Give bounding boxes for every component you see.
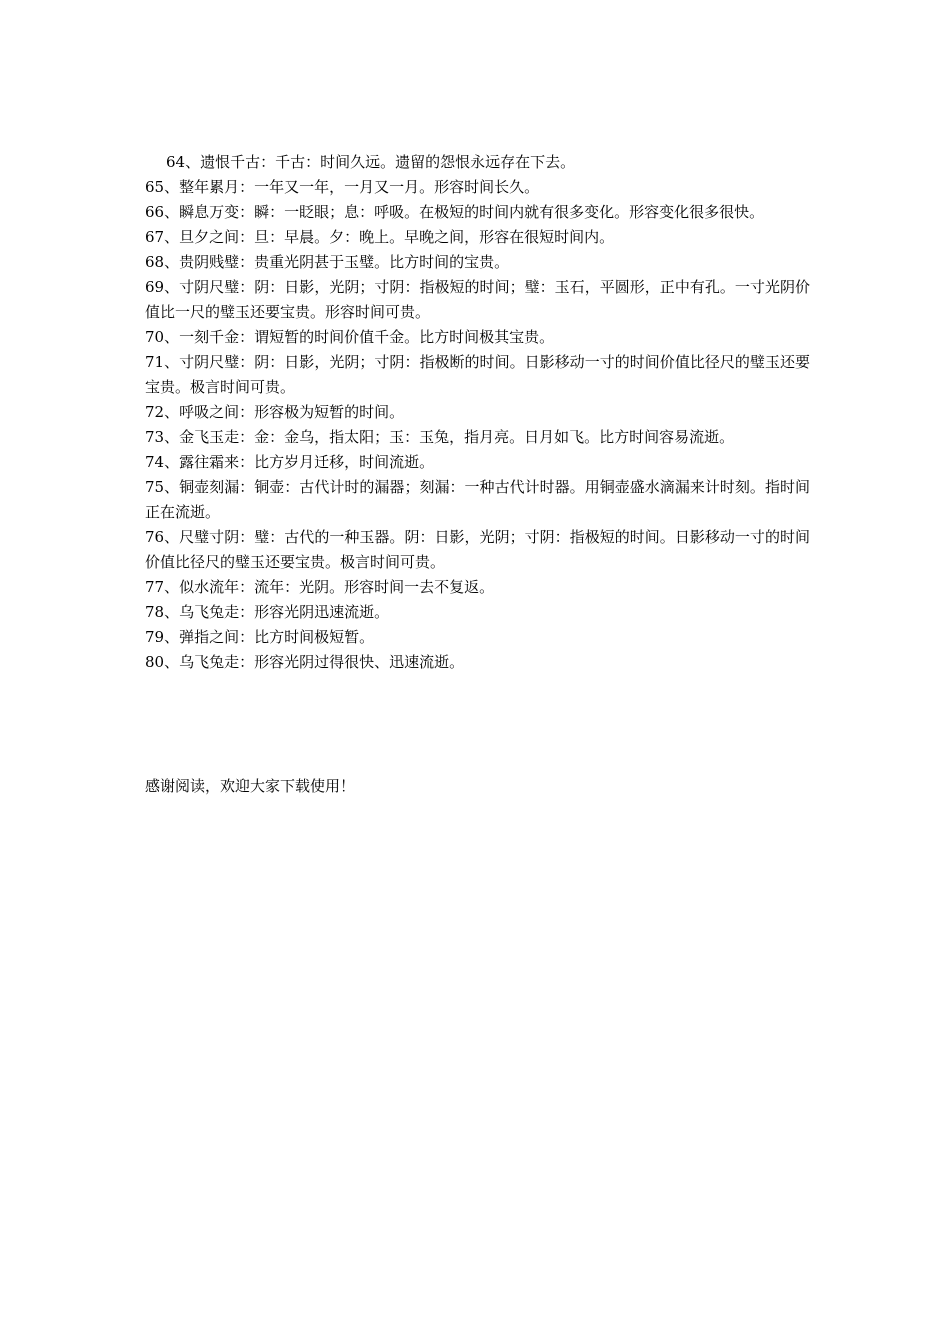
idiom-entry: 69、寸阴尺璧：阴：日影，光阴；寸阴：指极短的时间；璧：玉石，平圆形，正中有孔。一寸光阴价值比一尺的璧玉还要宝贵。形容时间可贵。 <box>145 278 810 321</box>
idiom-list <box>145 150 810 675</box>
idiom-entry: 66、瞬息万变：瞬：一眨眼；息：呼吸。在极短的时间内就有很多变化。形容变化很多很快。 <box>145 203 765 221</box>
idiom-entry: 65、整年累月：一年又一年，一月又一月。形容时间长久。 <box>145 178 540 196</box>
idiom-entry: 80、乌飞兔走：形容光阴过得很快、迅速流逝。 <box>145 653 465 671</box>
closing-note: 感谢阅读，欢迎大家下载使用！ <box>145 777 356 795</box>
idiom-entry: 70、一刻千金：谓短暂的时间价值千金。比方时间极其宝贵。 <box>145 328 555 346</box>
idiom-entry: 71、寸阴尺璧：阴：日影，光阴；寸阴：指极断的时间。日影移动一寸的时间价值比径尺的璧玉还要宝贵。极言时间可贵。 <box>145 353 810 396</box>
idiom-entry: 78、乌飞兔走：形容光阴迅速流逝。 <box>145 603 390 621</box>
idiom-entry: 64、遗恨千古：千古：时间久远。遗留的怨恨永远存在下去。 <box>166 153 576 171</box>
idiom-entry: 73、金飞玉走：金：金乌，指太阳；玉：玉兔，指月亮。日月如飞。比方时间容易流逝。 <box>145 428 735 446</box>
idiom-entry: 68、贵阴贱璧：贵重光阴甚于玉璧。比方时间的宝贵。 <box>145 253 510 271</box>
idiom-entry: 76、尺璧寸阴：璧：古代的一种玉器。阴：日影，光阴；寸阴：指极短的时间。日影移动一寸的时间价值比径尺的璧玉还要宝贵。极言时间可贵。 <box>145 528 810 571</box>
idiom-entry: 74、露往霜来：比方岁月迁移，时间流逝。 <box>145 453 435 471</box>
idiom-entry: 72、呼吸之间：形容极为短暂的时间。 <box>145 403 405 421</box>
idiom-entry: 67、旦夕之间：旦：早晨。夕：晚上。早晚之间，形容在很短时间内。 <box>145 228 615 246</box>
idiom-entry: 75、铜壶刻漏：铜壶：古代计时的漏器；刻漏：一种古代计时器。用铜壶盛水滴漏来计时刻。指时间正在流逝。 <box>145 478 810 521</box>
idiom-entry: 79、弹指之间：比方时间极短暂。 <box>145 628 375 646</box>
idiom-entry: 77、似水流年：流年：光阴。形容时间一去不复返。 <box>145 578 495 596</box>
